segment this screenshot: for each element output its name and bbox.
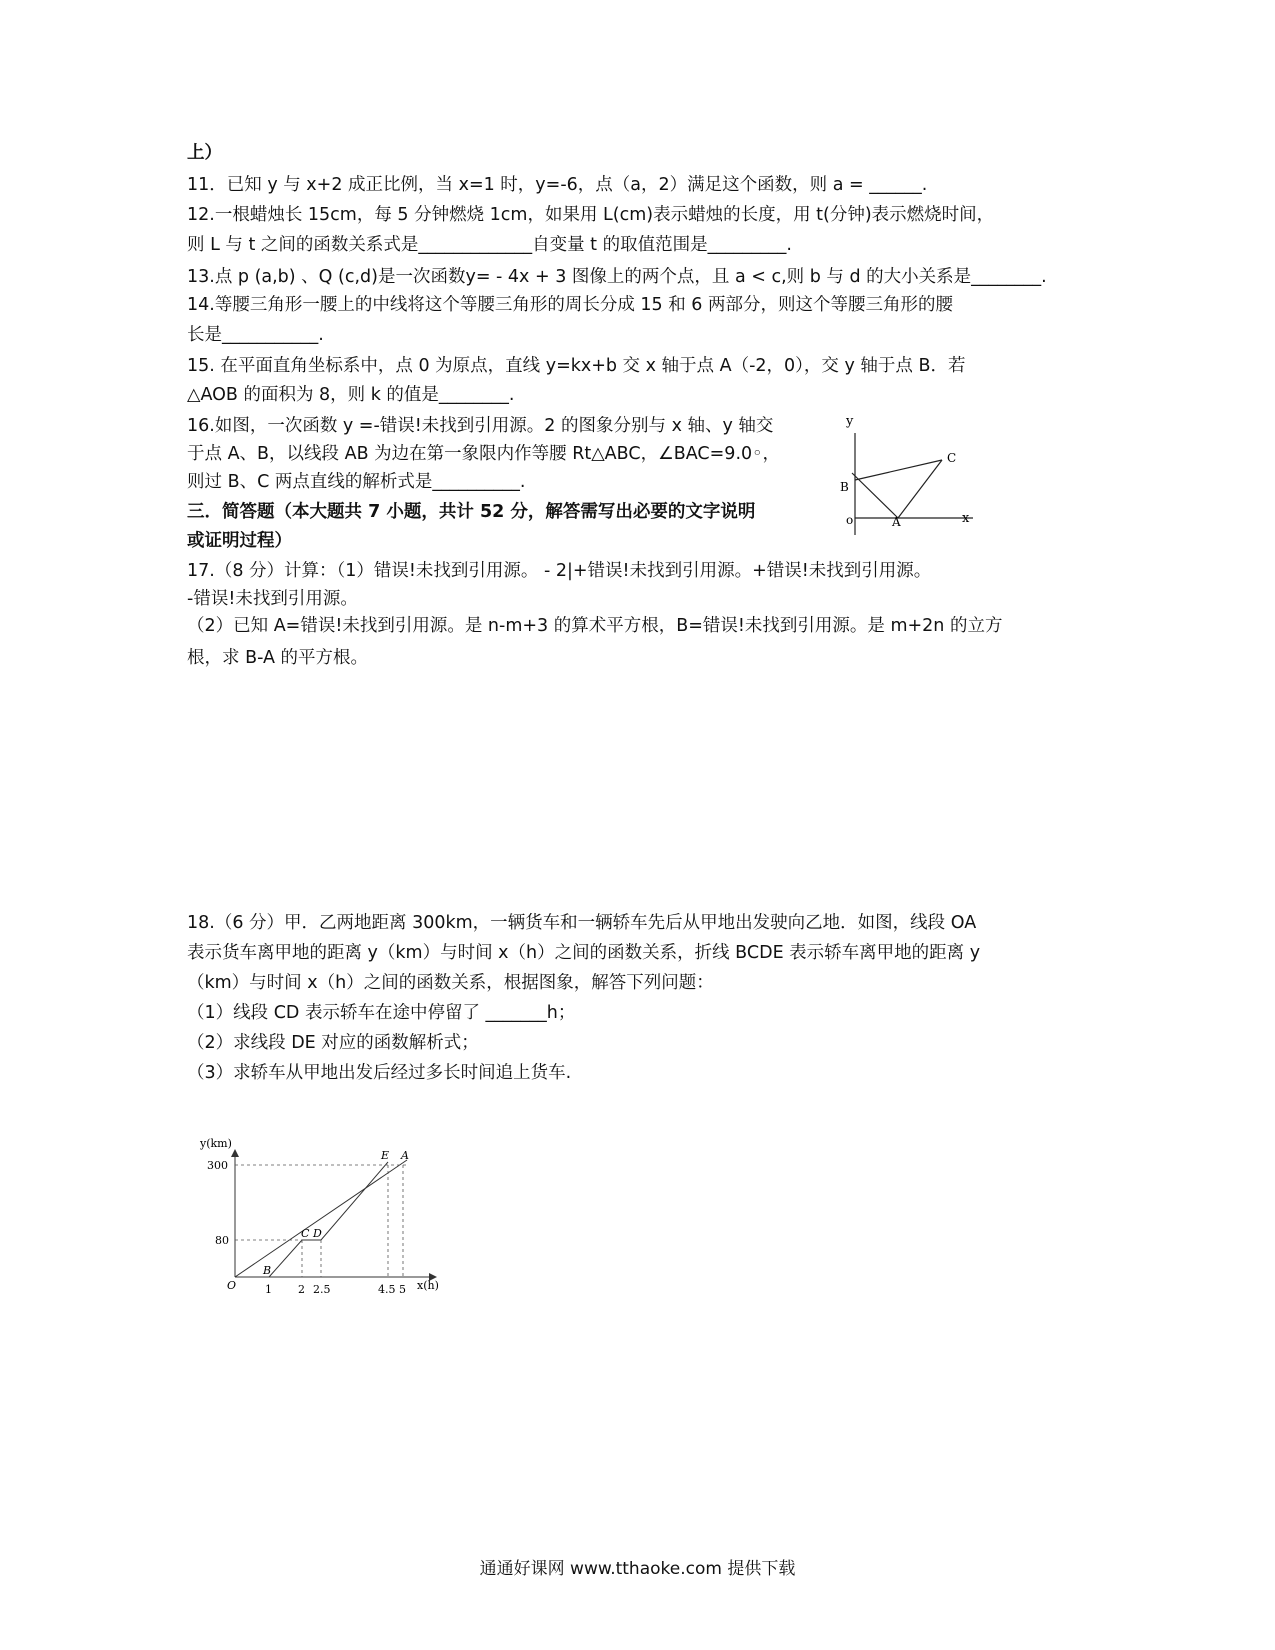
point-c-label: C [947,451,957,465]
question-15-line1: 15. 在平面直角坐标系中，点 0 为原点，直线 y=kx+b 交 x 轴于点 A（-2，0），交 y 轴于点 B．若 [187,356,966,376]
question-16-line2: 于点 A、B，以线段 AB 为边在第一象限内作等腰 Rt△ABC，∠BAC=9.0◦， [187,444,780,464]
tick-1: 1 [265,1283,272,1296]
x-axis-label: x(h) [417,1279,439,1292]
section-heading-line1: 三．简答题（本大题共 7 小题，共计 52 分，解答需写出必要的文字说明 [187,502,756,522]
point-a-label: A [892,515,901,529]
question-11: 11．已知 y 与 x+2 成正比例，当 x=1 时，y=-6，点（a，2）满足这个函数，则 a = ______. [187,175,928,195]
page-footer: 通通好课网 www.tthaoke.com 提供下载 [479,1559,796,1579]
question-18-line1: 18.（6 分）甲．乙两地距离 300km，一辆货车和一辆轿车先后从甲地出发驶向乙地．如图，线段 OA [187,913,977,933]
section-heading-line2: 或证明过程） [187,531,292,551]
question-16-line1: 16.如图，一次函数 y =-错误!未找到引用源。2 的图象分别与 x 轴、y 轴交 [187,416,774,436]
question-14-line2: 长是___________. [187,325,324,345]
question-18-line2: 表示货车离甲地的距离 y（km）与时间 x（h）之间的函数关系，折线 BCDE 表示轿车离甲地的距离 y [187,943,981,963]
y-axis-label: y [846,414,854,429]
tick-2: 2 [298,1283,305,1296]
question-18-part1: （1）线段 CD 表示轿车在途中停留了 _______h； [187,1003,576,1023]
question-16-line3: 则过 B、C 两点直线的解析式是__________. [187,472,526,492]
question-17-line1: 17.（8 分）计算：（1）错误!未找到引用源。 - 2|+错误!未找到引用源。+错误!未找到引用源。 [187,561,932,581]
question-17-line3: （2）已知 A=错误!未找到引用源。是 n-m+3 的算术平方根，B=错误!未找到引用源。是 m+2n 的立方 [187,616,1003,636]
figure-16 [840,414,1030,550]
text-line: 上） [187,143,222,163]
question-17-line4: 根，求 B-A 的平方根。 [187,648,369,668]
point-c-label: C [301,1227,310,1240]
point-e-label: E [381,1149,390,1162]
point-b-label: B [840,480,849,494]
question-14-line1: 14.等腰三角形一腰上的中线将这个等腰三角形的周长分成 15 和 6 两部分，则这个等腰三角形的腰 [187,295,953,315]
question-18-part2: （2）求线段 DE 对应的函数解析式； [187,1033,479,1053]
point-a-label: A [401,1149,409,1162]
question-12-line2: 则 L 与 t 之间的函数关系式是_____________自变量 t 的取值范围是_________. [187,235,792,255]
point-b-label: B [263,1264,272,1277]
question-18-part3: （3）求轿车从甲地出发后经过多长时间追上货车. [187,1063,572,1083]
question-17-line2: -错误!未找到引用源。 [187,589,358,609]
question-15-line2: △AOB 的面积为 8，则 k 的值是________. [187,385,515,405]
tick-5: 5 [399,1283,406,1296]
question-18-line3: （km）与时间 x（h）之间的函数关系，根据图象，解答下列问题： [187,973,714,993]
tick-25: 2.5 [313,1283,331,1296]
x-axis-label: x [962,511,970,526]
tick-80: 80 [215,1234,229,1247]
origin-label: o [846,513,854,527]
tick-300: 300 [207,1159,228,1172]
tick-45: 4.5 [378,1283,396,1296]
figure-18 [195,1137,465,1355]
line-ab [852,473,898,518]
y-axis-label: y(km) [200,1137,232,1150]
question-13: 13.点 p (a,b) 、Q (c,d)是一次函数y= - 4x + 3 图像上的两个点，且 a < c,则 b 与 d 的大小关系是________. [187,267,1047,287]
origin-label: O [227,1279,237,1292]
polyline-bcde [269,1162,388,1277]
point-d-label: D [313,1227,322,1240]
question-12-line1: 12.一根蜡烛长 15cm，每 5 分钟燃烧 1cm，如果用 L(cm)表示蜡烛的长度，用 t(分钟)表示燃烧时间， [187,205,995,225]
